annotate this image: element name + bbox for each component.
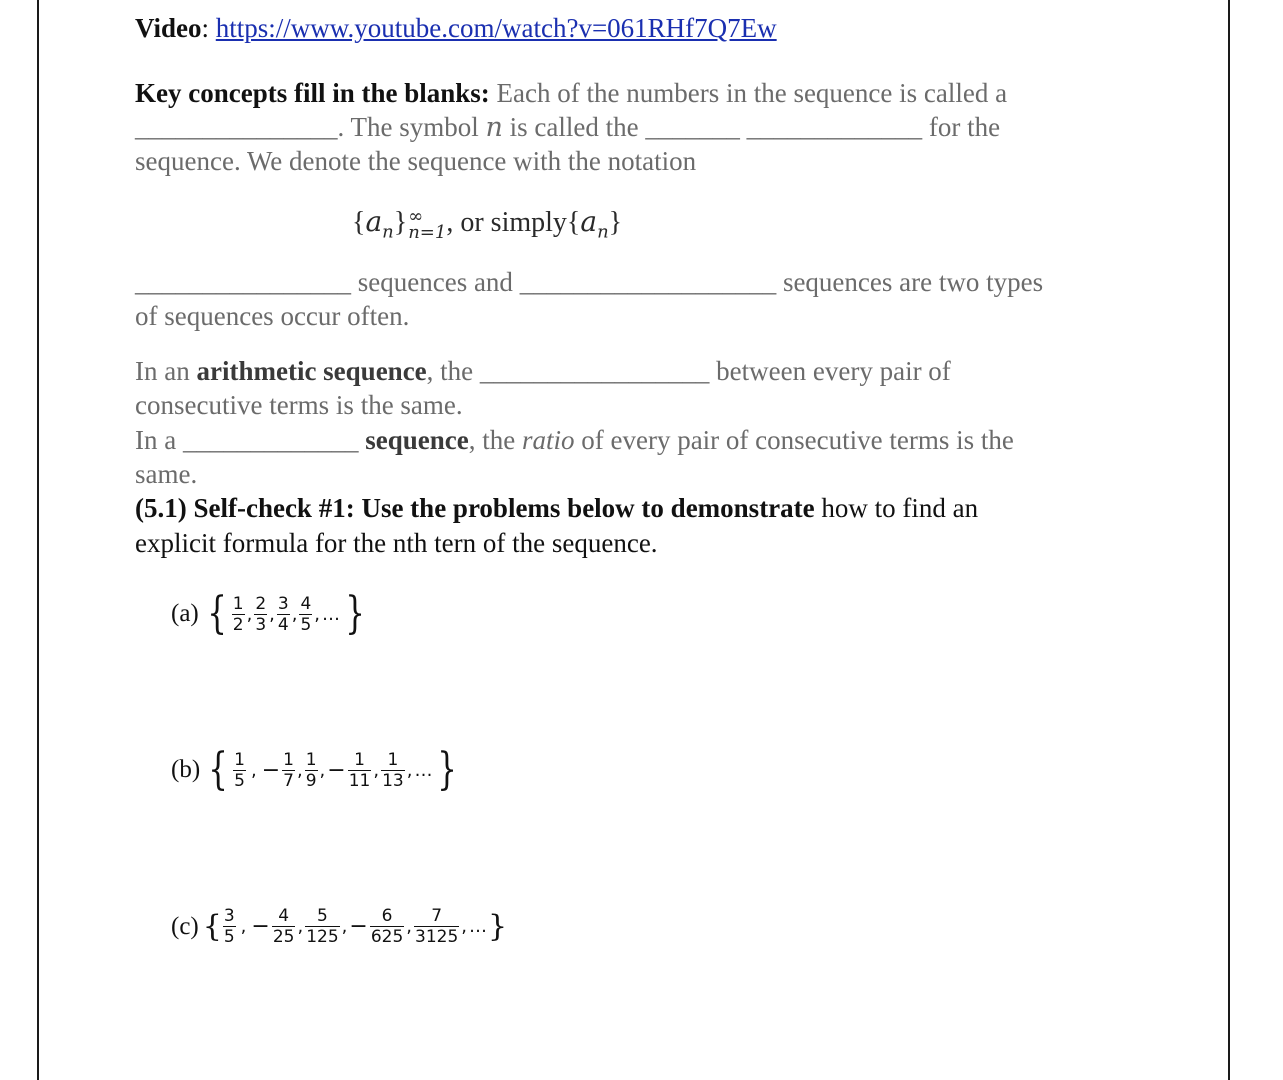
sequence-notation [352,205,622,243]
denominator: 125 [306,927,339,947]
selfcheck-line-2: explicit formula for the nth tern of the sequence. [135,528,658,558]
fraction [223,906,236,947]
fraction [414,906,459,947]
selfcheck-line-1 [135,491,1125,526]
denominator: 11 [348,770,371,791]
problem-c [171,906,507,947]
text-fragment: between every pair of [709,356,951,386]
blank-geometric: _____________ [182,425,359,455]
page-border-right [1228,0,1230,1080]
video-label: Video [135,13,202,43]
minus-sign: − [251,914,270,939]
comma: , [314,603,320,625]
numerator: 4 [300,593,312,614]
brace-close: } [608,207,623,238]
key-concepts-line-3: sequence. We denote the sequence with the notation [135,146,697,176]
text-fragment: sequences are two types [776,267,1044,297]
key-concepts-line-1 [135,76,1125,111]
arithmetic-term: arithmetic sequence [196,356,427,386]
brace-open: { [352,207,366,238]
ellipsis: … [322,603,340,625]
fraction [277,594,290,635]
denominator: 13 [382,770,404,791]
text-fragment: is called the [502,112,646,142]
video-line [135,11,1125,46]
notation-text: , or simply [446,207,567,238]
blank-type-1: ________________ [135,267,351,297]
numerator: 1 [234,749,245,770]
blank-term: _______________ [135,112,338,142]
video-colon: : [201,13,210,43]
minus-sign: − [261,757,281,783]
page-border-left [37,0,39,1080]
fraction [370,906,404,947]
text-fragment: of every pair of consecutive terms is the [574,425,1014,455]
numerator: 1 [354,749,365,770]
blank-type-2: ___________________ [519,267,777,297]
comma: , [240,916,247,937]
subscript-n-equals-1: n=1 [408,221,447,243]
problem-a-label: (a) [171,600,199,627]
blank-difference: _________________ [479,356,710,386]
numerator: 7 [431,906,443,926]
numerator: 5 [317,906,328,926]
fraction [381,750,405,791]
numerator: 3 [277,593,289,614]
denominator: 4 [277,614,289,635]
text-fragment: In an [135,356,197,386]
key-concepts-text: Each of the numbers in the sequence is called a [489,78,1008,108]
numerator: 1 [232,593,244,614]
types-line-2: of sequences occur often. [135,301,410,331]
text-fragment: for the [922,112,1001,142]
key-concepts-heading: Key concepts fill in the blanks: [135,78,490,108]
ellipsis: … [414,759,433,781]
comma: , [406,916,413,937]
ratio-term: ratio [521,425,575,455]
fraction [299,594,312,635]
problem-c-label: (c) [171,912,199,940]
comma: , [246,603,253,625]
brace-close: } [488,908,508,944]
comma: , [319,759,326,781]
comma: , [341,916,348,937]
variable-n: n [485,112,503,143]
brace-open: { [202,908,222,944]
blank-index-2: _____________ [739,112,923,142]
superscript-infinity: ∞ [408,205,424,227]
geometric-line-2: same. [135,459,198,489]
numerator: 6 [381,906,393,926]
text-fragment: how to find an [814,493,979,523]
fraction [282,750,295,791]
minus-sign: − [349,914,368,939]
brace-close: } [393,207,408,238]
denominator: 3 [255,614,267,635]
fraction [272,906,296,947]
denominator: 2 [232,614,244,635]
brace-open: { [208,744,228,795]
text-fragment: sequences and [351,267,520,297]
blank-index-1: _______ [645,112,740,142]
arithmetic-line-2: consecutive terms is the same. [135,390,463,420]
fraction [254,594,267,635]
brace-open: { [566,207,581,238]
video-link[interactable]: https://www.youtube.com/watch?v=061RHf7Q7Ew [215,13,777,43]
problem-b-label: (b) [171,756,201,783]
limits [408,205,447,243]
brace-open: { [206,588,227,639]
brace-close: } [437,744,458,795]
text-fragment: , the [426,356,480,386]
types-line-1 [135,265,1125,300]
brace-close: } [345,588,365,639]
denominator: 9 [305,770,317,791]
text-fragment: . The symbol [337,112,486,142]
numerator: 3 [223,906,235,926]
ellipsis: … [469,916,488,937]
comma: , [406,759,413,781]
subscript-n: n [382,221,394,243]
numerator: 2 [255,593,267,614]
symbol-a: a [580,205,598,238]
problem-b [171,744,461,795]
fraction [232,594,245,635]
denominator: 5 [223,927,235,947]
problem-a [171,588,369,639]
denominator: 25 [272,927,295,947]
numerator: 1 [387,749,399,770]
denominator: 3125 [415,927,459,947]
comma: , [250,759,257,781]
key-concepts-line-2 [135,110,1125,146]
geometric-line-1 [135,423,1125,458]
numerator: 4 [278,906,290,926]
comma: , [296,759,303,781]
arithmetic-line-1 [135,354,1125,389]
comma: , [297,916,304,937]
numerator: 1 [283,749,294,770]
minus-sign: − [327,757,346,783]
denominator: 5 [234,770,245,791]
denominator: 7 [283,770,294,791]
fraction [233,750,246,791]
comma: , [461,916,468,937]
denominator: 625 [370,927,404,947]
comma: , [373,759,380,781]
fraction [348,750,372,791]
symbol-a: a [365,205,383,238]
subscript-n: n [597,221,609,243]
fraction [305,906,339,947]
numerator: 1 [305,749,317,770]
text-fragment: In a [135,425,183,455]
text-fragment: , the [468,425,522,455]
fraction [305,750,318,791]
selfcheck-heading: (5.1) Self-check #1: Use the problems below to demonstrate [135,493,815,523]
sequence-term: sequence [358,425,469,455]
comma: , [269,603,275,625]
denominator: 5 [300,614,312,635]
comma: , [291,603,298,625]
